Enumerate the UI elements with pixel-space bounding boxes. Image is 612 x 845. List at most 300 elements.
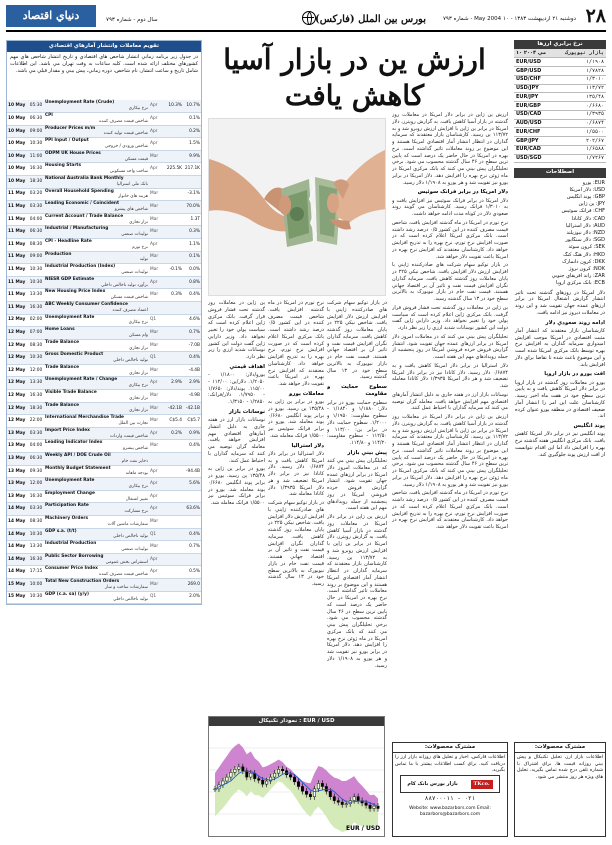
calendar-event bbox=[44, 264, 149, 277]
calendar-time: 09:00 bbox=[28, 125, 44, 138]
calendar-previous: 217.1K bbox=[183, 163, 201, 176]
calendar-time: 03:30 bbox=[28, 503, 44, 516]
calendar-forecast bbox=[165, 478, 183, 491]
calendar-event bbox=[44, 364, 149, 377]
calendar-date: 11 May bbox=[7, 188, 28, 201]
event-name-fa: سفارشات ماشين آلات bbox=[107, 521, 148, 527]
glossary-item: SGD: دلار سنگاپور bbox=[565, 237, 605, 244]
calendar-period: Mar bbox=[149, 188, 165, 201]
calendar-time: 10:00 bbox=[28, 578, 44, 591]
event-name-fa: توليد ناخالص داخلي bbox=[113, 534, 148, 540]
calendar-row bbox=[7, 226, 201, 239]
article-paragraph: دلار امريکا در برابر فرانک سوئيس نيز افزايش يافت و به ۱/۳۰۱۰ فرانک رسيد. کارشناسان مي گويند روند صعودي دلار در کوتاه مدت ادامه خواهد داشت. bbox=[392, 197, 508, 218]
calendar-period: Mar bbox=[149, 364, 165, 377]
calendar-time: 04:00 bbox=[28, 440, 44, 453]
event-name-en: Trade Balance bbox=[45, 364, 80, 370]
rate-row bbox=[514, 137, 606, 146]
calendar-period: Mar bbox=[149, 440, 165, 453]
article-paragraph: نوسانات بازار ارز در هفته جاري به دليل انتشار آمارهاي اقتصادي مهم افزايش خواهد يافت. معامله گران توصيه مي کنند که سرمايه گذاران با احتياط عمل کنند. bbox=[392, 391, 508, 412]
calendar-event bbox=[44, 201, 149, 214]
event-name-en: Leading Indicator Index bbox=[45, 440, 103, 446]
calendar-event bbox=[44, 150, 149, 163]
calendar-event bbox=[44, 125, 149, 138]
currency-pair: USD/CAD bbox=[514, 110, 555, 119]
headline-line-2: کاهش يافت bbox=[284, 79, 425, 112]
calendar-event bbox=[44, 314, 149, 327]
rate-value: ۲۰۲/۶۷ bbox=[555, 137, 606, 146]
right-paragraph: کارشناسان بازار معتقدند که انتشار آمار مثبت اقتصادي در امريکا موجب افزايش اميدواري سرمايه گذاران به افزايش نرخ بهره توسط بانک مرکزي امريکا شده است و اين موضوع باعث شده تا تقاضا براي دلار افزايش يابد. bbox=[515, 327, 605, 368]
candle-body bbox=[317, 783, 319, 788]
glossary-item: SEK: کرون سوئد bbox=[568, 244, 605, 251]
article-paragraph: يورو در برابر ين ژاپن به ۱۳۵/۴۸ ين رسيد. يورو در برابر پوند انگليس ۰/۶۶۸۰ پوند معامله شد. يورو در برابر فرانک سوئيس نيز ۱/۵۵۰۰ فرانک معامله شد. bbox=[208, 466, 265, 507]
article-paragraph: در بازار توکيو سهام شرکت هاي صادرکننده ژاپني با افزايش ارزش دلار افزايش يافت. شاخص نيکي ۲۲۵ در پايان معاملات روز گذشته کاهش يافت. سرمايه گذاران نگران افزايش قيمت نفت و تاثير آن بر اقتصاد جهاني هستند. قيمت نفت خام در بازار نيويورک به بالاترين سطح خود در ۱۳ سال گذشته رسيد. bbox=[392, 262, 508, 303]
calendar-row bbox=[7, 238, 201, 251]
calendar-forecast bbox=[165, 528, 183, 541]
calendar-event bbox=[44, 352, 149, 365]
calendar-time: 03:30 bbox=[28, 427, 44, 440]
currency-pair: USD/SGD bbox=[514, 154, 555, 163]
rate-value: ۱/۶۵۸۸ bbox=[555, 145, 606, 154]
calendar-previous: 0.8% bbox=[183, 276, 201, 289]
calendar-event bbox=[44, 478, 149, 491]
event-name-en: Trade Balance bbox=[45, 402, 80, 408]
glossary-item: NOK: کرون نروژ bbox=[568, 265, 605, 272]
calendar-forecast bbox=[165, 188, 183, 201]
calendar-forecast bbox=[165, 541, 183, 554]
event-name-en: International Merchandise Trade bbox=[45, 415, 124, 421]
calendar-event bbox=[44, 301, 149, 314]
candle-body bbox=[333, 797, 335, 801]
right-subheading: افت يورو در بازار اروپا bbox=[544, 371, 605, 378]
calendar-period: Apr bbox=[149, 427, 165, 440]
rate-value: ۱/۷۲۶۷ bbox=[555, 154, 606, 163]
section-title: بورس بين الملل (فارکس) bbox=[315, 14, 426, 25]
calendar-period: Mar bbox=[149, 402, 165, 415]
event-name-en: Overall Household Spending bbox=[45, 188, 114, 194]
calendar-period: Q1 bbox=[149, 314, 165, 327]
rate-value: ۱۳۵/۴۸ bbox=[555, 93, 606, 102]
event-name-fa: شاخص قيمت مصرف کننده bbox=[99, 118, 148, 124]
calendar-row bbox=[7, 150, 201, 163]
calendar-date: 10 May bbox=[7, 163, 28, 176]
candle-body bbox=[313, 789, 315, 797]
economic-calendar bbox=[6, 40, 202, 605]
advertisement-box bbox=[392, 742, 508, 837]
calendar-date: 10 May bbox=[7, 113, 28, 126]
calendar-date: 12 May bbox=[7, 339, 28, 352]
calendar-time: 18:30 bbox=[28, 175, 44, 188]
calendar-row bbox=[7, 402, 201, 415]
calendar-forecast: 2.9% bbox=[165, 377, 183, 390]
calendar-period: Mar bbox=[149, 150, 165, 163]
calendar-date: 13 May bbox=[7, 465, 28, 478]
event-name-fa: نرخ بيکاري bbox=[128, 484, 148, 490]
rate-row bbox=[514, 75, 606, 84]
calendar-previous: 0.7% bbox=[183, 327, 201, 340]
subscription-box bbox=[514, 742, 606, 837]
glossary-item: DKK: کرون دانمارک bbox=[562, 258, 605, 265]
calendar-previous: 0.3% bbox=[183, 226, 201, 239]
candle-body bbox=[301, 786, 303, 791]
event-name-en: Monthly Budget Statement bbox=[45, 465, 111, 471]
calendar-date: 15 May bbox=[7, 591, 28, 604]
candle-body bbox=[281, 769, 283, 771]
right-subheading: ادامه روند صعودي دلار bbox=[545, 319, 605, 326]
calendar-row bbox=[7, 528, 201, 541]
calendar-period: Q1 bbox=[149, 528, 165, 541]
calendar-forecast bbox=[165, 314, 183, 327]
newspaper-logo: دنياي اقتصاد bbox=[6, 5, 96, 27]
calendar-row bbox=[7, 213, 201, 226]
candle-body bbox=[357, 797, 359, 801]
calendar-row bbox=[7, 516, 201, 529]
calendar-forecast bbox=[165, 566, 183, 579]
calendar-row bbox=[7, 490, 201, 503]
calendar-forecast bbox=[165, 213, 183, 226]
calendar-previous: 63.6% bbox=[183, 503, 201, 516]
calendar-time: 12:00 bbox=[28, 478, 44, 491]
calendar-row bbox=[7, 113, 201, 126]
rate-value: ۱/۱۹۰۸ bbox=[555, 58, 606, 67]
calendar-row bbox=[7, 276, 201, 289]
calendar-row bbox=[7, 188, 201, 201]
article-paragraph: ارزش ين ژاپن در برابر دلار امريکا در معاملات روز گذشته در بازار آسيا کاهش يافت. به گزارش رويترز، دلار امريکا در برابر ين ژاپن با افزايش ارزش روبرو شد و به ۱۱۳/۷۲ ين رسيد. کارشناسان بازار معتقدند که سرمايه گذاران در انتظار انتشار آمار اقتصادي امريکا هستند و اين موضوع بر روند معاملات تاثير گذاشته است. نرخ بهره در امريکا در حال حاضر يک درصد است که پايين ترين سطح در ۴۶ سال گذشته محسوب مي شود. برخي تحليلگران پيش بيني مي کنند که بانک مرکزي امريکا در ماه ژوئن نرخ بهره را افزايش دهد. دلار امريکا در برابر يورو نيز تقويت شد و هر يورو به ۱/۱۹۰۸ دلار رسيد. bbox=[392, 112, 508, 186]
article-paragraph: يورو/دلار: ۱/۱۸۰۰ - ۱/۲۰۵۰. دلار/ين: ۱۱۲/۰۰ - ۱۱۵/۰۰. پوند/دلار: ۱/۷۶۵۰ - ۱/۷۹۵۰. دلار/فرانک: ۱/۲۸۵۰ - ۱/۳۱۵۰. bbox=[208, 372, 265, 406]
candle-body bbox=[321, 783, 323, 786]
right-paragraph: يورو در معاملات روز گذشته در بازار اروپا در برابر دلار امريکا کاهش يافت و به پايين ترين سطح خود در هفت ماه اخير رسيد. کارشناسان علت اين امر را انتشار آمار ضعيف اقتصادي در منطقه يورو عنوان کرده اند. bbox=[515, 379, 605, 420]
calendar-date: 13 May bbox=[7, 440, 28, 453]
calendar-previous: 1.1% bbox=[183, 238, 201, 251]
calendar-previous bbox=[183, 516, 201, 529]
event-name-en: GDP (c.a. sa) (y/y) bbox=[45, 591, 89, 597]
calendar-period: Apr bbox=[149, 553, 165, 566]
event-name-en: Housing Starts bbox=[45, 163, 82, 169]
event-name-fa: استقراض بخش عمومي bbox=[105, 559, 148, 565]
calendar-event bbox=[44, 175, 149, 188]
calendar-previous: 9.9% bbox=[183, 150, 201, 163]
article-subheading: معاملات يورو bbox=[289, 390, 324, 397]
event-name-en: National Australia Bank Monthly bbox=[45, 175, 124, 181]
calendar-period: Mar bbox=[149, 327, 165, 340]
candle-body bbox=[238, 767, 240, 769]
rate-value: ۰/۶۸۷۴ bbox=[555, 119, 606, 128]
calendar-forecast bbox=[165, 138, 183, 151]
website-link[interactable]: Website: www.bazarbors.com Email: bazarbors@bazarbors.com bbox=[409, 805, 491, 817]
subscription-title: مشترک محصولات: bbox=[515, 743, 605, 753]
calendar-intro: در جدول زير برنامه زماني انتشار شاخص هاي اقتصادي و تاريخ انتشار شاخص هاي مهم کشورهاي مختلف ارائه شده است. کليه ساعات به وقت تهران مي باشد. اين اطلاعات شامل تاريخ و ساعت انتشار، نام شاخص، دوره زماني، پيش بيني و مقدار قبلي مي باشد. bbox=[7, 52, 201, 100]
calendar-previous: -3.1% bbox=[183, 188, 201, 201]
calendar-table bbox=[7, 100, 201, 604]
rate-row bbox=[514, 110, 606, 119]
calendar-date: 13 May bbox=[7, 427, 28, 440]
calendar-forecast bbox=[165, 251, 183, 264]
article-paragraph: نرخ تورم در امريکا در ماه گذشته افزايش يافت. شاخص قيمت مصرف کننده در اين کشور ۰/۵ درصد رشد داشته است. بانک مرکزي امريکا اعلام کرده است که در صورت افزايش نرخ تورم، نرخ بهره را به تدريج افزايش خواهد داد. کارشناسان معتقدند که افزايش نرخ بهره در امريکا باعث تقويت دلار خواهد شد. bbox=[268, 300, 324, 387]
page-number: ۲۸ bbox=[585, 5, 606, 27]
event-name-en: PPI Input / Output bbox=[45, 138, 89, 144]
event-name-fa: ساخت واحد مسکوني bbox=[109, 169, 148, 175]
event-name-fa: اعتماد مصرف کننده bbox=[112, 307, 148, 313]
event-name-fa: نرخ بيکاري bbox=[128, 106, 148, 112]
calendar-forecast bbox=[165, 201, 183, 214]
calendar-period bbox=[149, 175, 165, 188]
calendar-date: 10 May bbox=[7, 150, 28, 163]
calendar-event bbox=[44, 289, 149, 302]
currency-pair: EUR/GBP bbox=[514, 102, 555, 111]
calendar-time: 04:00 bbox=[28, 213, 44, 226]
calendar-event bbox=[44, 377, 149, 390]
calendar-forecast bbox=[165, 352, 183, 365]
event-name-fa: توليد ناخالص داخلي bbox=[113, 597, 148, 603]
calendar-forecast bbox=[165, 339, 183, 352]
calendar-row bbox=[7, 339, 201, 352]
calendar-time: 16:30 bbox=[28, 163, 44, 176]
calendar-row bbox=[7, 440, 201, 453]
rate-row bbox=[514, 93, 606, 102]
calendar-event bbox=[44, 453, 149, 466]
glossary-item: ZAR: راند آفريقاي جنوبي bbox=[551, 273, 605, 280]
calendar-period: Mar bbox=[149, 578, 165, 591]
glossary-item: JPY: ين ژاپن bbox=[578, 201, 605, 208]
currency-pair: AUD/USD bbox=[514, 119, 555, 128]
calendar-time: 16:30 bbox=[28, 301, 44, 314]
rates-title: نرخ برابري ارزها bbox=[514, 40, 606, 49]
candle-body bbox=[329, 791, 331, 796]
calendar-date: 14 May bbox=[7, 528, 28, 541]
candle-body bbox=[258, 779, 260, 781]
calendar-time: 08:30 bbox=[28, 516, 44, 529]
glossary-item: ECB: بانک مرکزي اروپا bbox=[556, 280, 605, 287]
candle-body bbox=[265, 781, 267, 784]
calendar-previous: 0.4% bbox=[183, 289, 201, 302]
calendar-forecast bbox=[165, 364, 183, 377]
calendar-row bbox=[7, 541, 201, 554]
event-name-en: Consumer Price Index bbox=[45, 566, 98, 572]
article-paragraph: در بازار توکيو سهام شرکت هاي صادرکننده ژاپني با افزايش ارزش دلار افزايش يافت. شاخص نيکي ۲۲۵ در پايان معاملات روز گذشته کاهش يافت. سرمايه گذاران نگران افزايش قيمت نفت و تاثير آن بر اقتصاد جهاني هستند. قيمت نفت خام در بازار نيويورک به بالاترين سطح خود در ۱۳ سال گذشته رسيد. bbox=[268, 500, 324, 588]
rate-row bbox=[514, 58, 606, 67]
calendar-row bbox=[7, 289, 201, 302]
calendar-row bbox=[7, 125, 201, 138]
right-paragraph: دلار امريکا در روزهاي گذشته تحت تاثير انتشار گزارش اشتغال امريکا در برابر ارزهاي عمده جهان تقويت شد و اين روند در معاملات ديروز نيز ادامه يافت. bbox=[515, 289, 605, 316]
calendar-forecast: C$5.4 bbox=[165, 415, 183, 428]
calendar-date: 11 May bbox=[7, 289, 28, 302]
event-name-en: Unemployment Rate / Change bbox=[45, 377, 118, 383]
currency-pair: EUR/JPY bbox=[514, 93, 555, 102]
calendar-date: 15 May bbox=[7, 578, 28, 591]
calendar-previous: -7.0B bbox=[183, 339, 201, 352]
calendar-date: 10 May bbox=[7, 175, 28, 188]
glossary-item: USD: دلار امريکا bbox=[569, 186, 605, 193]
calendar-row bbox=[7, 364, 201, 377]
candle-body bbox=[262, 780, 264, 784]
calendar-previous: 5.6% bbox=[183, 478, 201, 491]
calendar-period: Apr bbox=[149, 276, 165, 289]
calendar-forecast: 10.3% bbox=[165, 100, 183, 112]
candle-body bbox=[369, 805, 371, 808]
ad-text: اطلاعات فارکس، اخبار و تحليل هاي روزانه بازار ارز را دريافت کنيد. براي کسب اطلاعات بيشتر با ما تماس بگيريد. bbox=[395, 755, 505, 774]
rate-value: ۱/۳۰۱۰ bbox=[555, 75, 606, 84]
calendar-period: Apr bbox=[149, 125, 165, 138]
event-name-en: GDP s.a. (t/t) bbox=[45, 528, 77, 534]
calendar-date: 11 May bbox=[7, 213, 28, 226]
article-paragraph: ارزش ين ژاپن در برابر دلار امريکا در معاملات روز گذشته در بازار آسيا کاهش يافت. به گزارش رويترز، دلار امريکا در برابر ين ژاپن با افزايش ارزش روبرو شد و به ۱۱۳/۷۲ ين رسيد. کارشناسان بازار معتقدند که سرمايه گذاران در انتظار انتشار آمار اقتصادي امريکا هستند و اين موضوع بر روند معاملات تاثير گذاشته است. نرخ بهره در امريکا در حال حاضر يک درصد است که پايين ترين سطح در ۴۶ سال گذشته محسوب مي شود. برخي تحليلگران پيش بيني مي کنند که بانک مرکزي امريکا در ماه ژوئن نرخ بهره را افزايش دهد. دلار امريکا در برابر يورو نيز تقويت شد و هر يورو به ۱/۱۹۰۸ دلار رسيد. bbox=[392, 414, 508, 488]
calendar-previous: 1.3T bbox=[183, 213, 201, 226]
calendar-time: 16:30 bbox=[28, 553, 44, 566]
calendar-date: 11 May bbox=[7, 301, 28, 314]
calendar-date: 12 May bbox=[7, 415, 28, 428]
calendar-date: 11 May bbox=[7, 238, 28, 251]
candle-body bbox=[325, 786, 327, 791]
event-name-fa: توليد ناخالص داخلي bbox=[113, 358, 148, 364]
rate-row bbox=[514, 119, 606, 128]
calendar-period bbox=[149, 301, 165, 314]
candle-body bbox=[341, 802, 343, 804]
calendar-previous: 0.4% bbox=[183, 352, 201, 365]
event-name-fa: توليدات صنعتي bbox=[121, 269, 148, 275]
calendar-date: 13 May bbox=[7, 490, 28, 503]
calendar-previous bbox=[183, 175, 201, 188]
calendar-period: Apr bbox=[149, 163, 165, 176]
calendar-event bbox=[44, 465, 149, 478]
calendar-date: 11 May bbox=[7, 264, 28, 277]
article-column-2 bbox=[327, 300, 387, 712]
candle-body bbox=[289, 775, 291, 777]
calendar-forecast: -42.1B bbox=[165, 402, 183, 415]
calendar-event bbox=[44, 440, 149, 453]
event-name-en: ABC Weekly Consumer Confidence bbox=[45, 301, 128, 307]
calendar-forecast bbox=[165, 465, 183, 478]
event-name-en: Gross Domestic Product bbox=[45, 352, 104, 358]
calendar-date: 11 May bbox=[7, 276, 28, 289]
right-column-text bbox=[514, 290, 606, 459]
calendar-forecast bbox=[165, 276, 183, 289]
calendar-date: 12 May bbox=[7, 314, 28, 327]
calendar-time: 13:30 bbox=[28, 541, 44, 554]
calendar-previous: 0.1% bbox=[183, 113, 201, 126]
calendar-row bbox=[7, 175, 201, 188]
calendar-time: 06:30 bbox=[28, 453, 44, 466]
event-name-en: Machinery Orders bbox=[45, 516, 89, 522]
calendar-time: 06:30 bbox=[28, 226, 44, 239]
calendar-period: Mar bbox=[149, 516, 165, 529]
article-paragraph: سطوح حمايت يورو در برابر دلار: ۱/۱۸۸۰ و ۱/۱۸۴۰ - سطوح مقاومت: ۱/۱۹۵۰ و ۱/۲۰۰۰. سطوح حمايت دلار در برابر ين: ۱۱۳/۰۰ و ۱۱۲/۵۰ - سطوح مقاومت: ۱۱۴/۲۰ و ۱۱۴/۸۰. bbox=[327, 399, 387, 447]
article-paragraph: نرخ تورم در امريکا در ماه گذشته افزايش يافت. شاخص قيمت مصرف کننده در اين کشور ۰/۵ درصد رشد داشته است. بانک مرکزي امريکا اعلام کرده است که در صورت افزايش نرخ تورم، نرخ بهره را به تدريج افزايش خواهد داد. کارشناسان معتقدند که افزايش نرخ بهره در امريکا باعث تقويت دلار خواهد شد. bbox=[392, 490, 508, 531]
calendar-event bbox=[44, 390, 149, 403]
candle-body bbox=[297, 782, 299, 787]
candle-body bbox=[365, 803, 367, 805]
calendar-forecast bbox=[165, 327, 183, 340]
calendar-period: Mar bbox=[149, 201, 165, 214]
event-name-en: Unemployment Rate bbox=[45, 314, 95, 320]
calendar-row bbox=[7, 138, 201, 151]
calendar-previous: 0.9% bbox=[183, 427, 201, 440]
calendar-row bbox=[7, 327, 201, 340]
calendar-previous: 10.7% bbox=[183, 100, 201, 112]
ad-title: مشترک محصولات: bbox=[393, 743, 507, 753]
calendar-previous: 269.0 bbox=[183, 578, 201, 591]
hands-tearing-dollar-photo bbox=[208, 118, 386, 296]
rate-value: ۰/۶۶۸۰ bbox=[555, 102, 606, 111]
calendar-date: 14 May bbox=[7, 541, 28, 554]
calendar-previous: -94.4B bbox=[183, 465, 201, 478]
calendar-forecast bbox=[165, 125, 183, 138]
event-name-en: Public Sector Borrowing bbox=[45, 553, 104, 559]
glossary-list bbox=[514, 178, 606, 290]
calendar-row bbox=[7, 566, 201, 579]
article-paragraph: در بازار توکيو سهام شرکت هاي صادرکننده ژاپني با افزايش ارزش دلار افزايش يافت. شاخص نيکي ۲۲۵ در پايان معاملات روز گذشته کاهش يافت. سرمايه گذاران نگران افزايش قيمت نفت و تاثير آن بر اقتصاد جهاني هستند. قيمت نفت خام در بازار نيويورک به بالاترين سطح خود در ۱۳ سال گذشته رسيد. bbox=[327, 300, 387, 381]
right-subheading: پوند انگليس bbox=[573, 423, 605, 430]
glossary-item: CAD: دلار کانادا bbox=[571, 215, 605, 222]
calendar-row bbox=[7, 390, 201, 403]
event-name-en: Unemployment Rate bbox=[45, 478, 95, 484]
event-name-en: Participation Rate bbox=[45, 503, 89, 509]
calendar-time: 08:30 bbox=[28, 339, 44, 352]
calendar-previous: 1.5% bbox=[183, 138, 201, 151]
candle-body bbox=[377, 806, 379, 808]
rate-value: ۱/۷۸۲۸ bbox=[555, 67, 606, 76]
rate-row bbox=[514, 67, 606, 76]
article-paragraph: ين ژاپن در معاملات روز گذشته تحت فشار فروش قرار گرفت. بانک مرکزي ژاپن اعلام کرده است که سياست پولي خود را تغيير نخواهد داد. وزير دارايي ژاپن گفت دولت اين کشور نوسانات شديد ارزي را زير نظر دارد. bbox=[392, 304, 508, 332]
glossary-title: اصطلاحات bbox=[514, 168, 606, 177]
candle-body bbox=[353, 797, 355, 801]
calendar-forecast bbox=[165, 578, 183, 591]
calendar-event bbox=[44, 113, 149, 126]
candle-body bbox=[337, 801, 339, 803]
calendar-row bbox=[7, 478, 201, 491]
currency-pair: GBP/JPY bbox=[514, 137, 555, 146]
calendar-row bbox=[7, 163, 201, 176]
chart-title: نمودار تکنيکال : EUR / USD bbox=[209, 717, 384, 726]
calendar-time: 02:00 bbox=[28, 314, 44, 327]
calendar-previous: 0.4% bbox=[183, 440, 201, 453]
calendar-date: 14 May bbox=[7, 566, 28, 579]
calendar-date: 12 May bbox=[7, 390, 28, 403]
calendar-row bbox=[7, 553, 201, 566]
calendar-date: 14 May bbox=[7, 503, 28, 516]
calendar-event bbox=[44, 490, 149, 503]
candle-body bbox=[250, 773, 252, 777]
event-name-en: Weekly API / DOE Crude Oil bbox=[45, 453, 111, 459]
calendar-row bbox=[7, 201, 201, 214]
rate-row bbox=[514, 154, 606, 163]
subscription-text: اطلاعات بازار ارز، تحليل تکنيکال و پيش بيني روزانه قيمت ها. براي اشتراک با شماره تلفن درج شده تماس بگيريد. تحليل هاي ويژه هر روز منتشر مي شود. bbox=[517, 755, 603, 780]
calendar-event bbox=[44, 188, 149, 201]
article-paragraph: نرخ تورم در امريکا در ماه گذشته افزايش يافت. شاخص قيمت مصرف کننده در اين کشور ۰/۵ درصد رشد داشته است. بانک مرکزي امريکا اعلام کرده است که در صورت افزايش نرخ تورم، نرخ بهره را به تدريج افزايش خواهد داد. کارشناسان معتقدند که افزايش نرخ بهره در امريکا باعث تقويت دلار خواهد شد. bbox=[392, 219, 508, 260]
event-name-en: Industrial Production bbox=[45, 541, 97, 547]
calendar-previous: 2.0% bbox=[183, 591, 201, 604]
calendar-period: Apr bbox=[149, 566, 165, 579]
calendar-date: 12 May bbox=[7, 402, 28, 415]
calendar-time: 07:00 bbox=[28, 327, 44, 340]
event-name-en: Production bbox=[45, 251, 72, 257]
calendar-event bbox=[44, 238, 149, 251]
calendar-previous: -4.4B bbox=[183, 364, 201, 377]
calendar-row bbox=[7, 453, 201, 466]
calendar-date: 12 May bbox=[7, 327, 28, 340]
calendar-date: 12 May bbox=[7, 377, 28, 390]
event-name-en: Employment Change bbox=[45, 490, 95, 496]
calendar-row bbox=[7, 415, 201, 428]
calendar-previous: 0.4% bbox=[183, 528, 201, 541]
glossary-item: NZD: دلار نيوزيلند bbox=[566, 230, 605, 237]
event-name-fa: بودجه ماهانه bbox=[125, 471, 148, 477]
event-name-fa: شاخص ورودي / خروجي bbox=[104, 144, 148, 149]
event-name-en: Producer Prices m/m bbox=[45, 125, 96, 131]
calendar-previous: -42.1B bbox=[183, 402, 201, 415]
calendar-previous: 0.5% bbox=[183, 566, 201, 579]
event-name-fa: شاخص هاي پيشرو bbox=[114, 206, 148, 212]
calendar-period: Q1 bbox=[149, 591, 165, 604]
calendar-event bbox=[44, 163, 149, 176]
